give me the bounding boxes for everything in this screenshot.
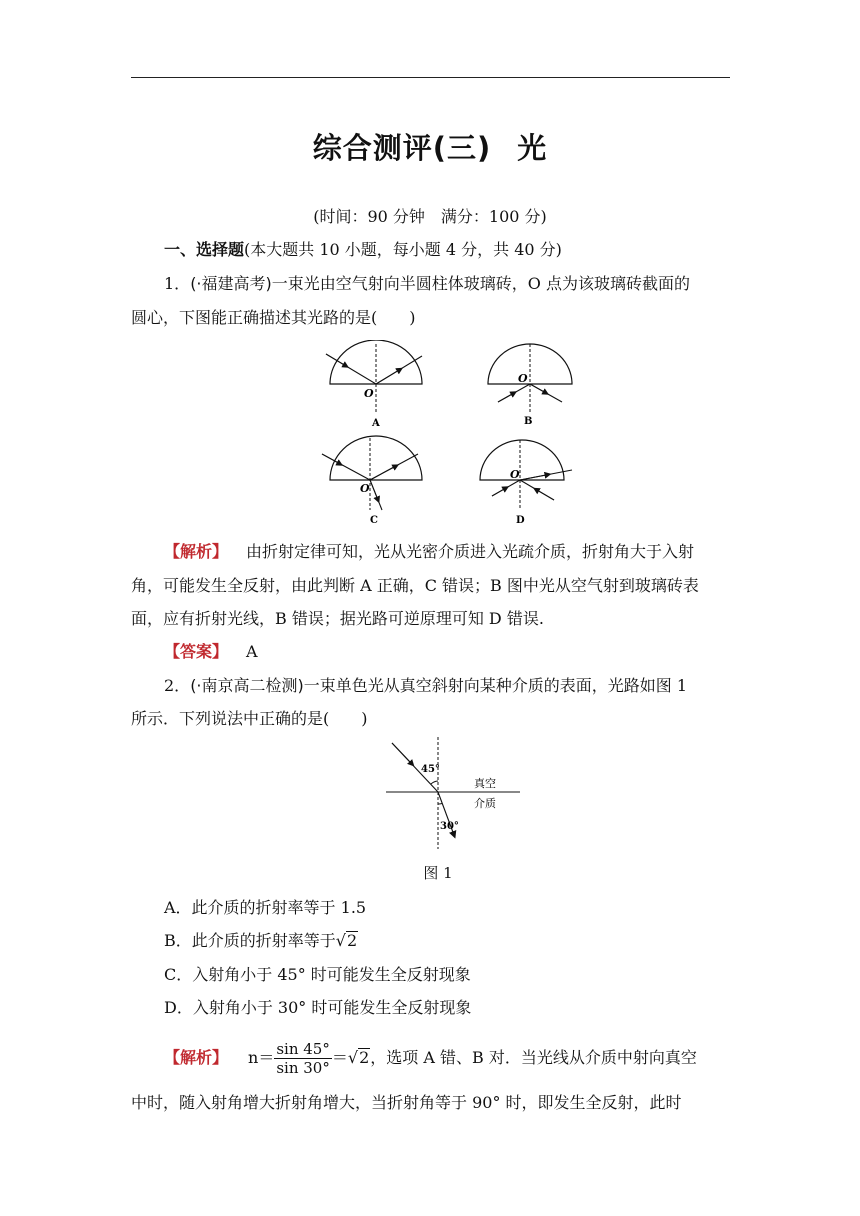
q1-analysis-line1: 【解析】 由折射定律可知，光从光密介质进入光疏介质，折射角大于入射 [164, 542, 695, 561]
label-vacuum: 真空 [474, 777, 496, 790]
page-title [0, 126, 860, 167]
q1-answer: 【答案】 A [164, 642, 258, 661]
diagram-c [322, 436, 422, 526]
angle-30-label: 30° [440, 821, 459, 832]
q1-line1: 1．(·福建高考)一束光由空气射向半圆柱体玻璃砖，O 点为该玻璃砖截面的 [164, 274, 690, 293]
q2-option-b: B．此介质的折射率等于√2 [164, 931, 358, 950]
label-o-d: O [510, 468, 520, 481]
label-o-a: O [364, 387, 374, 400]
title-topic: 光 [517, 131, 548, 165]
label-d: D [516, 515, 525, 526]
label-o-c: O [360, 482, 370, 495]
q2-analysis-line1: 【解析】 n＝ $\frac{\sin 45^\circ}{\sin 30^\circ}$ ＝√2，选项 A 错、B 对．当光线从介质中射向真空 [164, 1040, 697, 1077]
diagram-b [488, 344, 572, 427]
q2-line1: 2．(·南京高二检测)一束单色光从真空斜射向某种介质的表面，光路如图 1 [164, 676, 688, 695]
q2-line2: 所示．下列说法中正确的是( ) [131, 709, 368, 728]
label-b: B [524, 416, 533, 427]
section-heading: 一、选择题(本大题共 10 小题，每小题 4 分，共 40 分) [164, 240, 562, 259]
q1-figure [320, 340, 580, 530]
label-medium: 介质 [474, 797, 496, 810]
formula-fraction: $\frac{\sin 45^\circ}{\sin 30^\circ}$ [276, 1040, 330, 1077]
q2-option-d: D．入射角小于 30° 时可能发生全反射现象 [164, 998, 472, 1017]
q2-option-c: C．入射角小于 45° 时可能发生全反射现象 [164, 965, 471, 984]
diagram-a [326, 340, 422, 429]
exam-info: (时间：90 分钟 满分：100 分) [313, 207, 547, 226]
q1-line2: 圆心，下图能正确描述其光路的是( ) [131, 308, 416, 327]
angle-45-label: 45° [421, 764, 440, 775]
label-o-b: O [518, 372, 528, 385]
title-main: 综合测评(三) [312, 131, 492, 165]
header-rule [131, 77, 730, 78]
q2-figure [380, 735, 520, 855]
label-a: A [372, 418, 380, 429]
diagram-d [480, 440, 572, 526]
q1-analysis-line3: 面，应有折射光线，B 错误；据光路可逆原理可知 D 错误. [131, 609, 544, 628]
figure-caption: 图 1 [423, 864, 453, 882]
q1-analysis-line2: 角，可能发生全反射，由此判断 A 正确，C 错误；B 图中光从空气射到玻璃砖表 [131, 576, 699, 595]
q2-analysis-line2: 中时，随入射角增大折射角增大，当折射角等于 90° 时，即发生全反射，此时 [131, 1093, 682, 1112]
q2-option-a: A．此介质的折射率等于 1.5 [164, 898, 367, 917]
label-c: C [370, 515, 378, 526]
